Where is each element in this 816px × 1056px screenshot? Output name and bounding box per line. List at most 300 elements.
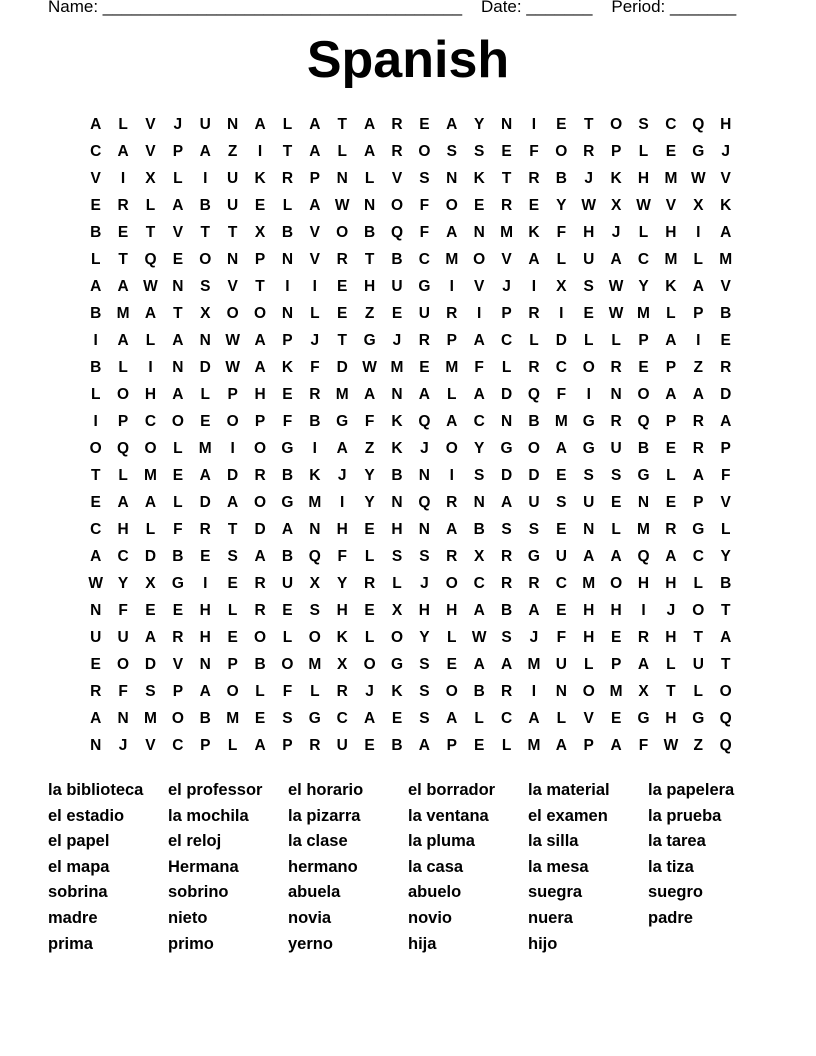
grid-letter: R (528, 574, 540, 592)
grid-letter: B (90, 223, 102, 241)
grid-letter: B (637, 439, 650, 457)
grid-letter: B (90, 304, 102, 322)
grid-letter: V (720, 169, 731, 187)
grid-letter: V (309, 250, 320, 268)
grid-letter: B (720, 304, 732, 322)
word-list-item: el horario (288, 781, 364, 799)
grid-letter: N (199, 655, 211, 673)
grid-letter: I (531, 277, 537, 295)
grid-letter: V (501, 250, 512, 268)
grid-letter: N (446, 169, 458, 187)
grid-letter: P (227, 385, 238, 403)
grid-letter: L (447, 385, 457, 403)
grid-letter: R (692, 412, 704, 430)
grid-letter: O (308, 628, 321, 646)
grid-letter: V (145, 736, 156, 754)
grid-letter: M (445, 250, 459, 268)
grid-letter: X (638, 682, 649, 700)
word-list-item: la material (528, 781, 610, 799)
grid-letter: H (637, 169, 650, 187)
grid-letter: L (638, 142, 649, 160)
grid-letter: H (583, 628, 595, 646)
grid-letter: M (308, 493, 322, 511)
grid-letter: X (610, 196, 622, 214)
grid-letter: I (120, 169, 126, 187)
grid-letter: Y (364, 493, 375, 511)
grid-letter: W (143, 277, 158, 295)
grid-letter: L (118, 358, 128, 376)
grid-letter: A (555, 736, 567, 754)
grid-letter: E (391, 709, 403, 727)
grid-row (82, 489, 739, 516)
grid-letter: Y (720, 547, 731, 565)
grid-letter: M (198, 439, 212, 457)
grid-letter: L (282, 196, 293, 214)
grid-letter: A (555, 439, 567, 457)
grid-row (82, 462, 739, 489)
grid-letter: L (364, 628, 375, 646)
grid-letter: H (254, 385, 266, 403)
grid-letter: A (610, 547, 622, 565)
grid-letter: O (117, 385, 130, 403)
grid-letter: E (446, 655, 457, 673)
grid-letter: R (364, 574, 376, 592)
grid-letter: P (254, 250, 266, 268)
grid-letter: W (608, 277, 624, 295)
grid-letter: E (528, 196, 540, 214)
grid-letter: J (337, 466, 347, 484)
grid-letter: G (281, 493, 294, 511)
grid-letter: G (527, 547, 540, 565)
grid-letter: D (199, 493, 211, 511)
grid-letter: R (391, 115, 403, 133)
grid-letter: A (90, 709, 102, 727)
grid-letter: K (720, 196, 732, 214)
word-list-item: sobrino (168, 883, 229, 902)
grid-letter: W (334, 196, 350, 214)
grid-letter: F (282, 412, 293, 430)
grid-letter: P (446, 736, 457, 754)
grid-letter: K (254, 169, 266, 187)
grid-letter: X (145, 169, 156, 187)
grid-letter: S (419, 682, 430, 700)
grid-letter: O (445, 574, 458, 592)
grid-letter: H (144, 385, 157, 403)
grid-letter: L (90, 250, 101, 268)
grid-letter: O (390, 196, 404, 214)
grid-letter: R (418, 331, 430, 349)
grid-letter: D (500, 385, 513, 403)
grid-letter: F (419, 196, 430, 214)
grid-letter: H (446, 601, 458, 619)
grid-letter: O (610, 574, 623, 592)
grid-letter: Q (418, 412, 431, 430)
grid-letter: A (254, 358, 266, 376)
grid-letter: H (665, 628, 677, 646)
grid-letter: S (419, 655, 430, 673)
grid-letter: A (418, 385, 430, 403)
grid-letter: L (310, 682, 320, 700)
grid-letter: A (117, 277, 129, 295)
grid-letter: A (254, 115, 266, 133)
grid-letter: B (528, 412, 540, 430)
grid-letter: R (254, 601, 266, 619)
grid-letter: O (363, 655, 376, 673)
grid-letter: S (282, 709, 293, 727)
grid-letter: E (665, 493, 677, 511)
grid-row (82, 732, 739, 759)
grid-letter: R (720, 358, 732, 376)
grid-letter: L (282, 628, 293, 646)
grid-letter: A (90, 115, 102, 133)
grid-letter: G (308, 709, 321, 727)
grid-letter: P (172, 142, 184, 160)
grid-letter: I (641, 601, 646, 619)
grid-letter: M (445, 358, 459, 376)
grid-letter: U (117, 628, 129, 646)
grid-letter: E (583, 304, 594, 322)
grid-letter: E (90, 655, 101, 673)
grid-row (82, 543, 739, 570)
grid-letter: M (664, 250, 678, 268)
grid-letter: K (391, 682, 403, 700)
grid-letter: A (473, 655, 485, 673)
grid-letter: E (665, 142, 677, 160)
grid-letter: R (610, 358, 622, 376)
grid-letter: C (555, 358, 567, 376)
grid-letter: R (117, 196, 129, 214)
grid-letter: S (473, 142, 485, 160)
grid-letter: J (173, 115, 183, 133)
grid-letter: J (365, 682, 374, 700)
grid-letter: I (93, 412, 98, 430)
grid-letter: G (692, 142, 705, 160)
grid-letter: R (583, 142, 595, 160)
grid-letter: X (556, 277, 567, 295)
grid-row (82, 138, 739, 165)
grid-letter: U (610, 439, 622, 457)
word-list (48, 778, 788, 957)
grid-letter: E (172, 250, 184, 268)
grid-letter: U (199, 115, 211, 133)
grid-letter: O (582, 682, 595, 700)
grid-letter: C (144, 412, 157, 430)
grid-letter: E (665, 439, 677, 457)
grid-letter: G (692, 520, 705, 538)
grid-letter: E (90, 196, 101, 214)
grid-letter: T (666, 682, 676, 700)
grid-letter: L (392, 574, 402, 592)
grid-letter: E (90, 493, 101, 511)
grid-letter: X (473, 547, 485, 565)
grid-row (82, 354, 739, 381)
grid-letter: A (144, 493, 157, 511)
grid-letter: N (637, 493, 650, 511)
grid-letter: R (254, 574, 266, 592)
grid-row (82, 678, 739, 705)
grid-letter: A (254, 331, 266, 349)
grid-letter: R (391, 142, 403, 160)
grid-letter: Q (308, 547, 321, 565)
grid-letter: P (117, 412, 129, 430)
grid-letter: O (226, 304, 239, 322)
grid-letter: Q (418, 493, 431, 511)
grid-letter: A (90, 547, 102, 565)
grid-letter: E (556, 601, 567, 619)
grid-letter: B (555, 169, 567, 187)
grid-letter: P (254, 412, 266, 430)
grid-letter: E (419, 115, 430, 133)
grid-letter: L (693, 574, 704, 592)
grid-letter: C (637, 250, 650, 268)
grid-letter: E (638, 358, 649, 376)
grid-letter: L (447, 628, 457, 646)
grid-letter: T (583, 115, 594, 133)
grid-letter: Q (144, 250, 157, 268)
grid-letter: Y (419, 628, 430, 646)
grid-letter: T (720, 601, 731, 619)
grid-letter: M (664, 169, 678, 187)
grid-letter: U (227, 196, 239, 214)
grid-letter: A (665, 385, 677, 403)
grid-letter: E (172, 466, 184, 484)
grid-letter: U (555, 655, 567, 673)
grid-letter: S (419, 709, 430, 727)
grid-letter: Q (117, 439, 130, 457)
grid-letter: Q (527, 385, 540, 403)
grid-letter: U (583, 493, 595, 511)
word-list-item: la papelera (648, 781, 735, 799)
word-list-item: suegra (528, 883, 583, 902)
word-list-item: la mesa (528, 857, 589, 876)
grid-letter: M (527, 736, 541, 754)
grid-letter: T (173, 304, 183, 322)
grid-letter: M (637, 304, 650, 322)
grid-letter: A (583, 547, 595, 565)
grid-letter: M (609, 682, 623, 700)
grid-letter: L (255, 682, 265, 700)
grid-letter: C (90, 520, 102, 538)
grid-letter: I (449, 277, 454, 295)
grid-letter: Z (693, 736, 704, 754)
grid-letter: H (418, 601, 430, 619)
grid-letter: C (500, 709, 513, 727)
grid-letter: P (501, 304, 512, 322)
grid-letter: E (254, 709, 266, 727)
grid-letter: M (308, 655, 322, 673)
grid-letter: V (145, 115, 156, 133)
grid-letter: T (501, 169, 512, 187)
grid-letter: E (337, 304, 348, 322)
grid-letter: S (501, 520, 512, 538)
grid-row (82, 111, 739, 138)
grid-letter: A (692, 385, 704, 403)
grid-letter: Q (637, 547, 650, 565)
grid-letter: W (88, 574, 104, 592)
grid-letter: J (529, 628, 539, 646)
word-list-item: abuela (288, 883, 341, 902)
grid-letter: A (309, 196, 321, 214)
grid-letter: S (528, 520, 540, 538)
grid-letter: K (336, 628, 348, 646)
grid-letter: G (582, 412, 595, 430)
grid-letter: O (254, 628, 267, 646)
grid-row (82, 165, 739, 192)
grid-letter: S (200, 277, 211, 295)
grid-letter: B (391, 250, 403, 268)
grid-letter: S (227, 547, 238, 565)
grid-letter: R (610, 412, 622, 430)
grid-letter: P (172, 682, 184, 700)
word-list-item: la pluma (408, 832, 475, 851)
grid-letter: Z (693, 358, 704, 376)
grid-letter: G (582, 439, 595, 457)
grid-letter: L (556, 709, 567, 727)
grid-letter: F (638, 736, 649, 754)
grid-letter: L (720, 520, 731, 538)
grid-letter: R (446, 493, 458, 511)
grid-letter: R (446, 547, 458, 565)
grid-letter: W (608, 304, 624, 322)
grid-letter: A (528, 709, 540, 727)
grid-letter: X (337, 655, 348, 673)
grid-letter: C (555, 574, 567, 592)
grid-letter: A (172, 385, 184, 403)
grid-letter: E (473, 196, 485, 214)
word-list-item: prima (48, 934, 93, 953)
grid-letter: P (665, 358, 677, 376)
grid-letter: O (254, 493, 267, 511)
grid-letter: O (254, 439, 267, 457)
grid-letter: A (692, 466, 704, 484)
grid-letter: P (610, 655, 622, 673)
grid-letter: X (254, 223, 266, 241)
grid-letter: R (309, 385, 321, 403)
grid-letter: W (690, 169, 706, 187)
grid-letter: G (637, 709, 650, 727)
grid-letter: E (227, 628, 238, 646)
grid-letter: C (418, 250, 430, 268)
grid-letter: B (720, 574, 732, 592)
grid-letter: F (118, 601, 128, 619)
grid-letter: N (418, 466, 430, 484)
grid-letter: A (500, 655, 513, 673)
grid-letter: C (336, 709, 348, 727)
grid-letter: F (118, 682, 128, 700)
grid-letter: I (531, 115, 537, 133)
grid-letter: O (555, 142, 568, 160)
grid-letter: H (637, 574, 650, 592)
grid-letter: L (282, 115, 293, 133)
grid-letter: B (473, 520, 485, 538)
grid-letter: L (200, 385, 210, 403)
word-list-item: padre (648, 908, 693, 927)
grid-letter: K (391, 412, 403, 430)
grid-letter: P (282, 331, 293, 349)
grid-letter: D (254, 520, 266, 538)
grid-letter: Y (473, 115, 485, 133)
grid-letter: N (172, 358, 184, 376)
grid-letter: E (556, 466, 567, 484)
grid-letter: E (556, 520, 567, 538)
grid-letter: N (473, 223, 485, 241)
grid-letter: N (500, 115, 513, 133)
grid-letter: L (611, 520, 621, 538)
grid-letter: M (226, 709, 240, 727)
grid-letter: H (364, 277, 376, 295)
grid-letter: A (665, 331, 677, 349)
grid-letter: O (637, 385, 650, 403)
grid-letter: A (336, 439, 348, 457)
grid-letter: C (665, 115, 677, 133)
grid-letter: U (583, 250, 595, 268)
word-list-item: Hermana (168, 857, 239, 876)
grid-letter: M (144, 709, 157, 727)
grid-letter: N (364, 196, 376, 214)
word-list-item: novia (288, 908, 332, 927)
grid-letter: F (529, 142, 539, 160)
grid-row (82, 408, 739, 435)
grid-letter: I (257, 142, 263, 160)
grid-letter: E (172, 601, 184, 619)
grid-letter: A (172, 196, 184, 214)
grid-letter: A (172, 331, 184, 349)
grid-letter: E (145, 601, 156, 619)
word-search-grid (82, 111, 739, 759)
grid-letter: V (391, 169, 403, 187)
grid-letter: U (90, 628, 102, 646)
grid-letter: G (171, 574, 184, 592)
grid-letter: A (473, 385, 485, 403)
grid-letter: E (364, 520, 375, 538)
grid-letter: S (145, 682, 156, 700)
grid-letter: U (227, 169, 239, 187)
grid-letter: K (473, 169, 485, 187)
grid-letter: O (336, 223, 349, 241)
grid-letter: V (172, 655, 184, 673)
grid-letter: O (171, 709, 184, 727)
grid-letter: H (336, 601, 348, 619)
grid-letter: P (583, 736, 594, 754)
grid-letter: G (281, 439, 294, 457)
grid-letter: L (90, 385, 101, 403)
grid-letter: O (582, 358, 595, 376)
grid-letter: L (666, 304, 676, 322)
grid-row (82, 651, 739, 678)
grid-letter: E (364, 736, 375, 754)
grid-row (82, 705, 739, 732)
grid-letter: T (90, 466, 101, 484)
grid-letter: A (281, 520, 294, 538)
grid-letter: J (502, 277, 511, 295)
grid-letter: G (336, 412, 349, 430)
grid-letter: D (227, 466, 239, 484)
grid-letter: L (556, 250, 567, 268)
grid-letter: W (581, 196, 597, 214)
grid-letter: R (172, 628, 184, 646)
word-list-item: la prueba (648, 806, 722, 825)
grid-letter: X (145, 574, 156, 592)
grid-row (82, 435, 739, 462)
grid-letter: B (281, 547, 294, 565)
grid-letter: Q (719, 736, 732, 754)
word-list-item: la pizarra (288, 806, 361, 825)
word-list-item: nuera (528, 908, 573, 927)
grid-letter: Z (364, 304, 375, 322)
grid-letter: A (720, 628, 732, 646)
grid-letter: H (391, 520, 403, 538)
grid-letter: W (636, 196, 651, 214)
